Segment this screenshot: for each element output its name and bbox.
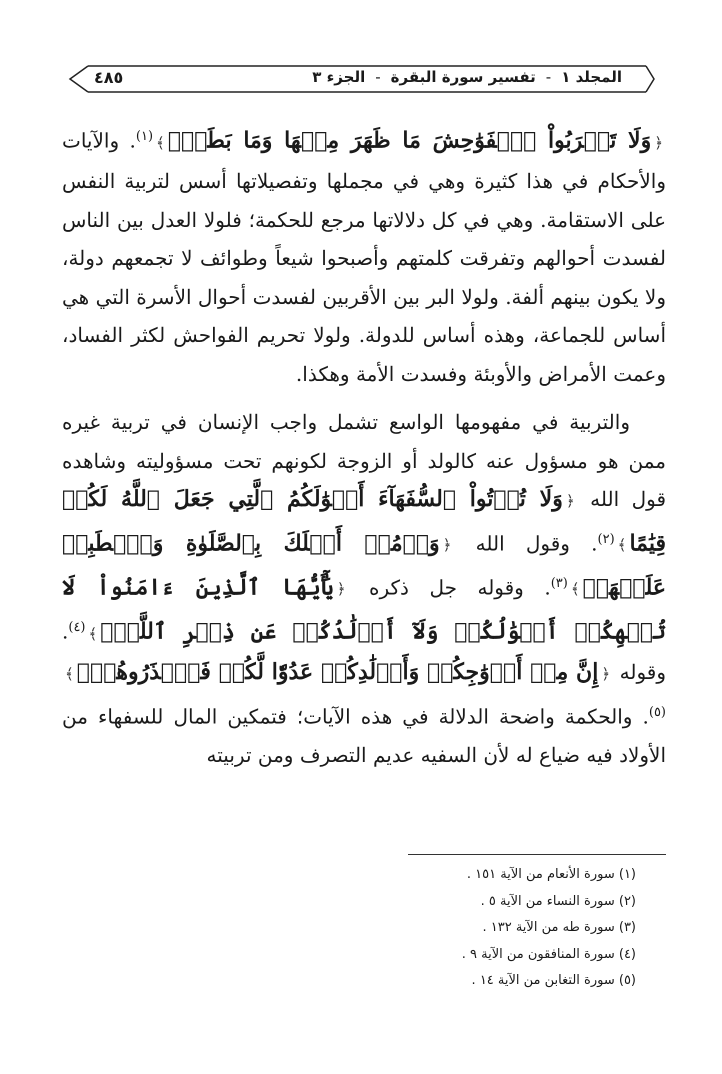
quran-verse: وَلَا تَقۡرَبُواْ ٱلۡفَوَٰحِشَ مَا ظَهَرَ مِنۡهَا وَمَا بَطَنَۖ xyxy=(167,127,652,154)
ornament-icon: ﴾ xyxy=(88,624,98,643)
footnote-1: (١) سورة الأنعام من الآية ١٥١ . xyxy=(466,867,636,882)
footnote-ref: (٣) xyxy=(550,575,568,591)
quran-verse: إِنَّ مِنۡ أَزۡوَٰجِكُمۡ وَأَوۡلَٰدِكُمۡ عَدُوّٗا لَّكُمۡ فَٱحۡذَرُوهُمۡۚ xyxy=(76,659,599,686)
ornament-icon: ﴾ xyxy=(617,536,627,555)
header-separator: - xyxy=(545,68,552,86)
header-book-title: تفسير سورة البقرة xyxy=(390,68,536,86)
paragraph-2 xyxy=(62,403,666,774)
footnote-5: (٥) سورة التغابن من الآية ١٤ . xyxy=(471,973,636,988)
page-number: ٤٨٥ xyxy=(94,68,124,87)
paragraph-text: . وقوله جل ذكره xyxy=(369,575,551,600)
paragraph-text: . xyxy=(591,531,598,556)
footnote-ref: (٥) xyxy=(648,704,666,720)
ornament-icon: ﴿ xyxy=(565,492,575,511)
header-title xyxy=(312,68,622,86)
header-separator: - xyxy=(375,68,381,86)
quran-verse: وَلَا تُؤۡتُواْ ٱلسُّفَهَآءَ أَمۡوَٰلَكُمُ ٱلَّتِي جَعَلَ ٱللَّهُ لَكُمۡ قِيَٰمًا xyxy=(62,486,667,557)
paragraph-text: والتربية في مفهومها الواسع تشمل واجب الإنسان في تربية غيره ممن هو مسؤول عنه كالولد أو الزوجة لكونهم تحت مسؤوليته وشاهده قول الله xyxy=(62,410,667,512)
footnotes xyxy=(462,862,636,995)
header-volume: المجلد ١ xyxy=(561,68,622,86)
paragraph-text: وقول الله xyxy=(475,531,570,556)
footnote-ref: (٢) xyxy=(597,531,615,547)
paragraph-text: . وقوله xyxy=(62,619,667,685)
header-part: الجزء ٣ xyxy=(312,68,366,86)
running-header xyxy=(66,56,658,102)
quran-verse: وَأۡمُرۡ أَهۡلَكَ بِٱلصَّلَوٰةِ وَٱصۡطَبِرۡ عَلَيۡهَاۖ xyxy=(62,530,667,601)
ornament-icon: ﴾ xyxy=(65,665,74,684)
footnote-divider xyxy=(408,854,666,855)
body-text xyxy=(62,118,666,774)
footnote-3: (٣) سورة طه من الآية ١٣٢ . xyxy=(482,920,636,935)
footnote-ref: (١) xyxy=(135,129,154,144)
ornament-icon: ﴾ xyxy=(570,580,580,599)
ornament-icon: ﴿ xyxy=(442,536,452,555)
footnote-4: (٤) سورة المنافقون من الآية ٩ . xyxy=(461,946,636,962)
quran-verse: يَٰٓأَيُّهَا ٱلَّذِينَ ءَامَنُواْ لَا تُلۡهِكُمۡ أَمۡوَٰلُكُمۡ وَلَآ أَوۡلَٰدُكُمۡ عَن ذِكۡرِ ٱللَّهِۚ xyxy=(62,574,666,645)
paragraph-1 xyxy=(62,118,666,393)
paragraph-text: . والحكمة واضحة الدلالة في هذه الآيات؛ فتمكين المال للسفهاء من الأولاد فيه ضياع له لأن السفيه عديم التصرف ومن تربيته xyxy=(62,704,666,767)
paragraph-text: . والآيات والأحكام في هذا كثيرة وهي في مجملها وتفصيلاتها أسس لتربية النفس على الاستقامة. وهي في كل دلالاتها مرجع للحكمة؛ فلولا العدل بين الناس لفسدت أحوالهم وتفرقت كلمتهم وأصبحوا شيعاً وطوائف لا تجمعهم دولة، ولا يكون بينهم ألفة. ولولا البر بين الأقربين لفسدت أحوال الأسرة التي هي أساس للجماعة، وهذه أساس للدولة. ولولا تحريم الفواحش لكثر الفساد، وعمت الأمراض والأوبئة وفسدت الأمة وهكذا. xyxy=(62,128,666,386)
ornament-icon: ﴿ xyxy=(336,580,346,599)
ornament-icon: ﴿ xyxy=(654,133,664,152)
footnote-2: (٢) سورة النساء من الآية ٥ . xyxy=(480,893,636,909)
footnote-ref: (٤) xyxy=(68,619,86,635)
ornament-icon: ﴿ xyxy=(601,665,611,684)
ornament-icon: ﴾ xyxy=(156,133,165,152)
